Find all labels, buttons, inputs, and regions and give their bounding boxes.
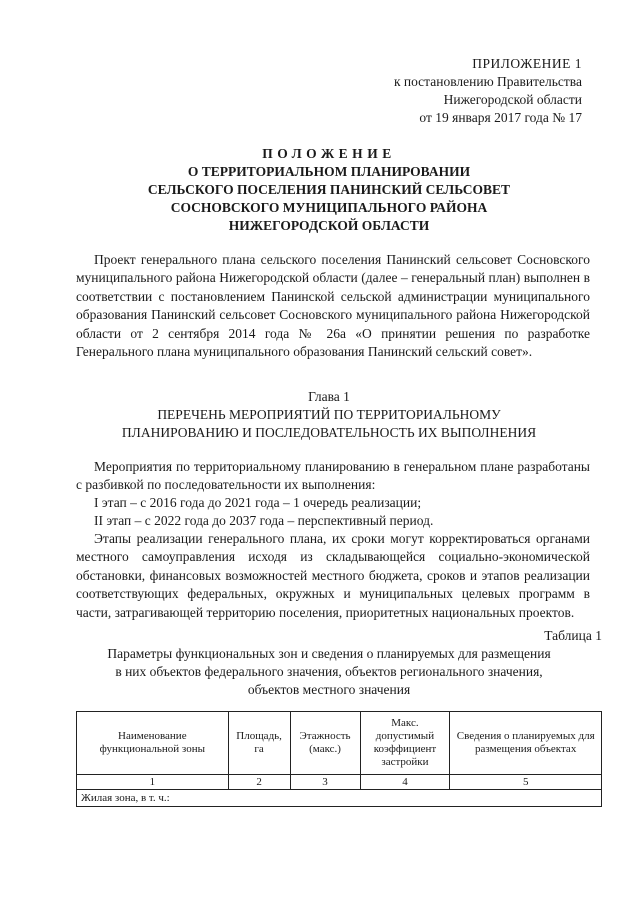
intro-paragraph: Проект генерального плана сельского поселения Панинский сельсовет Сосновского муниципального района Нижегородской области (далее – генеральный план) выполнен в соответствии с постановлением Панинской сельской администрации муниципального образования Панинский сельсовет Сосновского муниципального района Нижегородской области от 2 сентября 2014 года № 26а «О принятии решения по разработке Генерального плана муниципального образования Панинский сельский совет».: [76, 252, 590, 360]
title-line: О ТЕРРИТОРИАЛЬНОМ ПЛАНИРОВАНИИ: [187, 164, 471, 179]
header-cell: Сведения о планируемых для размещения объектах: [450, 712, 602, 775]
appendix-block: [342, 55, 582, 127]
title-line: СЕЛЬСКОГО ПОСЕЛЕНИЯ ПАНИНСКИЙ СЕЛЬСОВЕТ: [147, 182, 511, 197]
chapter-title-line: ПЕРЕЧЕНЬ МЕРОПРИЯТИЙ ПО ТЕРРИТОРИАЛЬНОМУ: [157, 407, 501, 422]
title-line: НИЖЕГОРОДСКОЙ ОБЛАСТИ: [228, 218, 430, 233]
column-number: 2: [228, 775, 290, 790]
document-title: [60, 145, 598, 235]
column-number: 4: [360, 775, 450, 790]
table-label: Таблица 1: [544, 628, 602, 643]
column-number: 3: [290, 775, 360, 790]
zone-row-label: Жилая зона, в т. ч.:: [77, 790, 602, 807]
column-number: 5: [450, 775, 602, 790]
table-row: [77, 790, 602, 807]
appendix-line: от 19 января 2017 года № 17: [419, 110, 582, 125]
header-cell: Этажность (макс.): [290, 712, 360, 775]
measures-paragraph: Мероприятия по территориальному планированию в генеральном плане разработаны с разбивкой по последовательности их выполнения:: [76, 459, 590, 493]
stage-1-line: I этап – с 2016 года до 2021 года – 1 очередь реализации;: [94, 495, 422, 510]
caption-line: объектов местного значения: [247, 682, 411, 697]
header-cell: Макс. допустимый коэффициент застройки: [360, 712, 450, 775]
header-cell: Площадь, га: [228, 712, 290, 775]
appendix-title: ПРИЛОЖЕНИЕ 1: [472, 56, 582, 71]
header-cell: Наименование функциональной зоны: [77, 712, 229, 775]
zones-table: [76, 711, 602, 807]
table-caption: [60, 645, 598, 699]
stage-2-line: II этап – с 2022 года до 2037 года – перспективный период.: [94, 513, 434, 528]
caption-line: Параметры функциональных зон и сведения о планируемых для размещения: [107, 646, 551, 661]
caption-line: в них объектов федерального значения, объектов регионального значения,: [115, 664, 543, 679]
title-line: СОСНОВСКОГО МУНИЦИПАЛЬНОГО РАЙОНА: [170, 200, 488, 215]
appendix-line: Нижегородской области: [443, 92, 582, 107]
table-number-row: [77, 775, 602, 790]
title-heading: ПОЛОЖЕНИЕ: [262, 146, 396, 161]
column-number: 1: [77, 775, 229, 790]
stages-paragraph: Этапы реализации генерального плана, их сроки могут корректироваться органами местного самоуправления исходя из складывающейся социально-экономической обстановки, финансовых возможностей местного бюджета, сроков и этапов реализации соответствующих федеральных, окружных и муниципальных целевых программ в части, затрагивающей территорию поселения, приоритетных национальных проектов.: [76, 531, 590, 620]
appendix-line: к постановлению Правительства: [393, 74, 582, 89]
chapter-title-line: ПЛАНИРОВАНИЮ И ПОСЛЕДОВАТЕЛЬНОСТЬ ИХ ВЫПОЛНЕНИЯ: [121, 425, 537, 440]
chapter-number: Глава 1: [308, 389, 350, 404]
table-header-row: [77, 712, 602, 775]
chapter-heading: [60, 388, 598, 442]
